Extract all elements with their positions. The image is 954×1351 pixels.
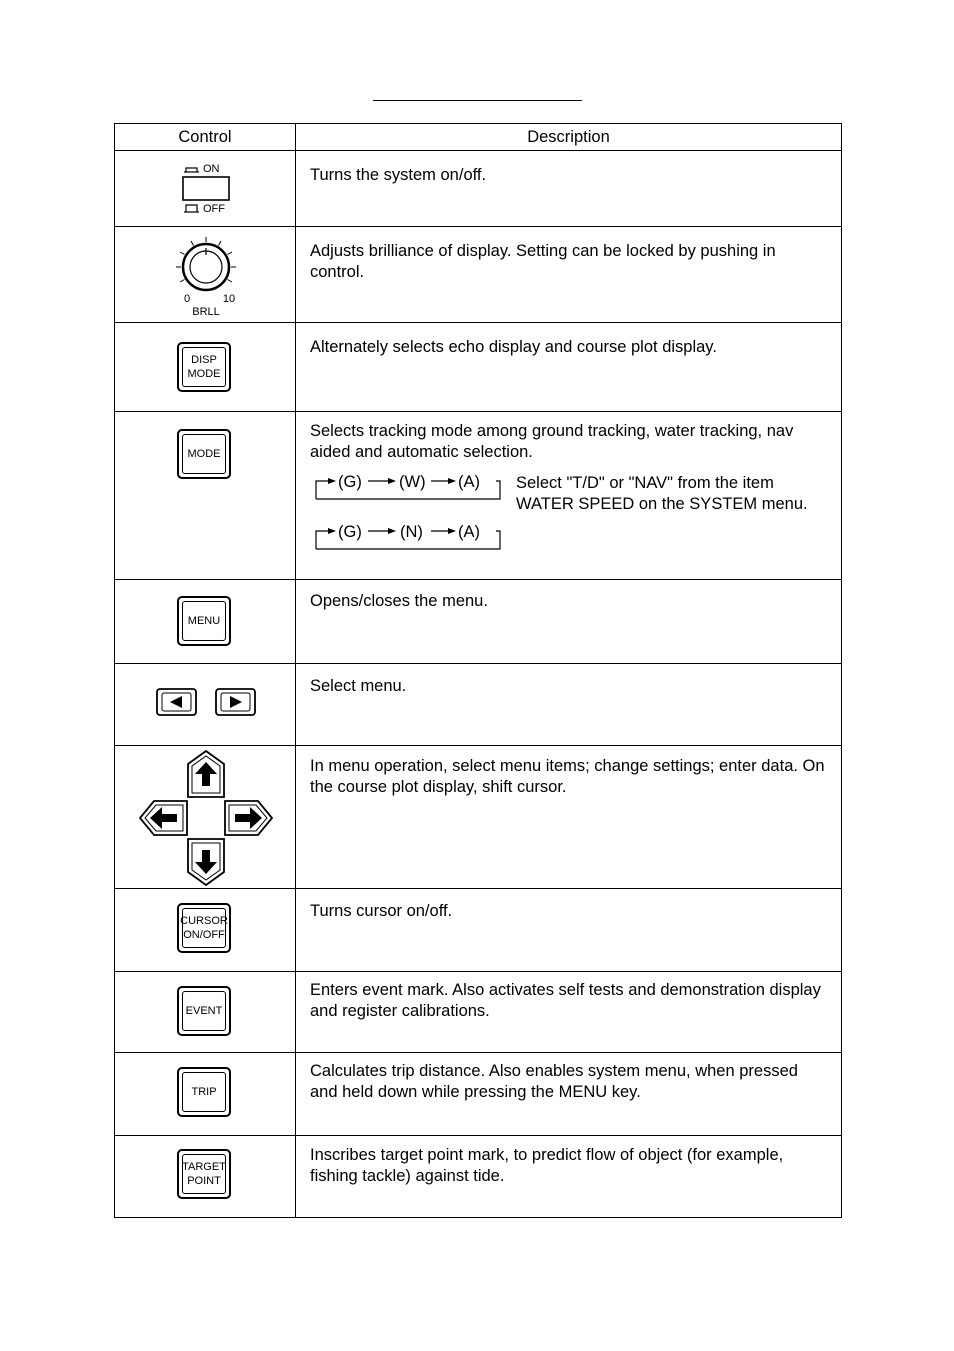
mode-description: Selects tracking mode among ground tracking, water tracking, nav aided and automatic selection. bbox=[310, 422, 794, 461]
trip-key-label: TRIP bbox=[182, 1072, 226, 1112]
select-description: Select menu. bbox=[296, 664, 842, 746]
right-arrow-key[interactable] bbox=[225, 801, 272, 835]
power-switch-icon bbox=[115, 151, 296, 225]
power-description: Turns the system on/off. bbox=[296, 151, 842, 227]
disp-mode-key[interactable] bbox=[177, 342, 231, 392]
mode-key-label: MODE bbox=[182, 434, 226, 474]
seq2-step1: (G) bbox=[338, 523, 362, 541]
power-switch-cell bbox=[115, 151, 296, 227]
right-key[interactable] bbox=[216, 689, 255, 715]
header-description: Description bbox=[296, 124, 842, 151]
disp-mode-description: Alternately selects echo display and course plot display. bbox=[296, 323, 842, 412]
menu-key-label: MENU bbox=[182, 601, 226, 641]
table-row bbox=[115, 972, 842, 1053]
menu-key[interactable] bbox=[177, 596, 231, 646]
seq1-step3: (A) bbox=[458, 473, 480, 491]
seq1-step2: (W) bbox=[399, 473, 426, 491]
cursor-description: Turns cursor on/off. bbox=[296, 889, 842, 972]
seq1-step1: (G) bbox=[338, 473, 362, 491]
arrow-pad-cell bbox=[115, 746, 296, 889]
table-row bbox=[115, 323, 842, 412]
brill-max-label: 10 bbox=[222, 293, 236, 305]
menu-description: Opens/closes the menu. bbox=[296, 580, 842, 664]
title-rule bbox=[373, 100, 582, 101]
table-row bbox=[115, 580, 842, 664]
power-on-label: ON bbox=[203, 163, 220, 175]
trip-key[interactable] bbox=[177, 1067, 231, 1117]
left-key[interactable] bbox=[157, 689, 196, 715]
controls-table bbox=[114, 123, 842, 1218]
table-row bbox=[115, 227, 842, 323]
mode-description-cell bbox=[296, 412, 842, 580]
mode-note: Select "T/D" or "NAV" from the item WATER SPEED on the SYSTEM menu. bbox=[516, 474, 808, 513]
seq2-step2: (N) bbox=[400, 523, 423, 541]
disp-mode-key-label: DISP MODE bbox=[182, 347, 226, 387]
event-cell bbox=[115, 972, 296, 1053]
trip-cell bbox=[115, 1053, 296, 1136]
select-cell bbox=[115, 664, 296, 746]
header-row bbox=[115, 124, 842, 151]
left-arrow-key[interactable] bbox=[140, 801, 187, 835]
table-row bbox=[115, 746, 842, 889]
brilliance-knob-icon[interactable] bbox=[115, 227, 296, 321]
seq2-step3: (A) bbox=[458, 523, 480, 541]
brill-knob-label: BRLL bbox=[192, 306, 220, 318]
header-control: Control bbox=[115, 124, 296, 151]
cursor-key-label: CURSOR ON/OFF bbox=[182, 908, 226, 948]
power-off-label: OFF bbox=[203, 203, 225, 215]
target-description: Inscribes target point mark, to predict flow of object (for example, fishing tackle) against tide. bbox=[296, 1136, 842, 1218]
arrows-description: In menu operation, select menu items; change settings; enter data. On the course plot display, shift cursor. bbox=[296, 746, 842, 889]
down-arrow-key[interactable] bbox=[188, 839, 224, 885]
cursor-cell bbox=[115, 889, 296, 972]
table-row bbox=[115, 1136, 842, 1218]
event-description: Enters event mark. Also activates self tests and demonstration display and register calibrations. bbox=[296, 972, 842, 1053]
left-right-keys bbox=[115, 664, 296, 744]
target-key-label: TARGET POINT bbox=[182, 1154, 226, 1194]
event-key[interactable] bbox=[177, 986, 231, 1036]
mode-sequence-diagram bbox=[314, 469, 514, 569]
table-row bbox=[115, 889, 842, 972]
event-key-label: EVENT bbox=[182, 991, 226, 1031]
mode-cell bbox=[115, 412, 296, 580]
brill-knob-cell bbox=[115, 227, 296, 323]
up-arrow-key[interactable] bbox=[188, 751, 224, 797]
menu-cell bbox=[115, 580, 296, 664]
brill-description: Adjusts brilliance of display. Setting can be locked by pushing in control. bbox=[296, 227, 842, 323]
table-row bbox=[115, 412, 842, 580]
cursor-onoff-key[interactable] bbox=[177, 903, 231, 953]
table-row bbox=[115, 1053, 842, 1136]
disp-mode-cell bbox=[115, 323, 296, 412]
arrow-pad bbox=[115, 746, 296, 887]
target-point-key[interactable] bbox=[177, 1149, 231, 1199]
brill-min-label: 0 bbox=[183, 293, 191, 305]
table-row bbox=[115, 151, 842, 227]
mode-key[interactable] bbox=[177, 429, 231, 479]
table-row bbox=[115, 664, 842, 746]
target-cell bbox=[115, 1136, 296, 1218]
trip-description: Calculates trip distance. Also enables system menu, when pressed and held down while pressing the MENU key. bbox=[296, 1053, 842, 1136]
mode-sequence bbox=[310, 469, 829, 569]
